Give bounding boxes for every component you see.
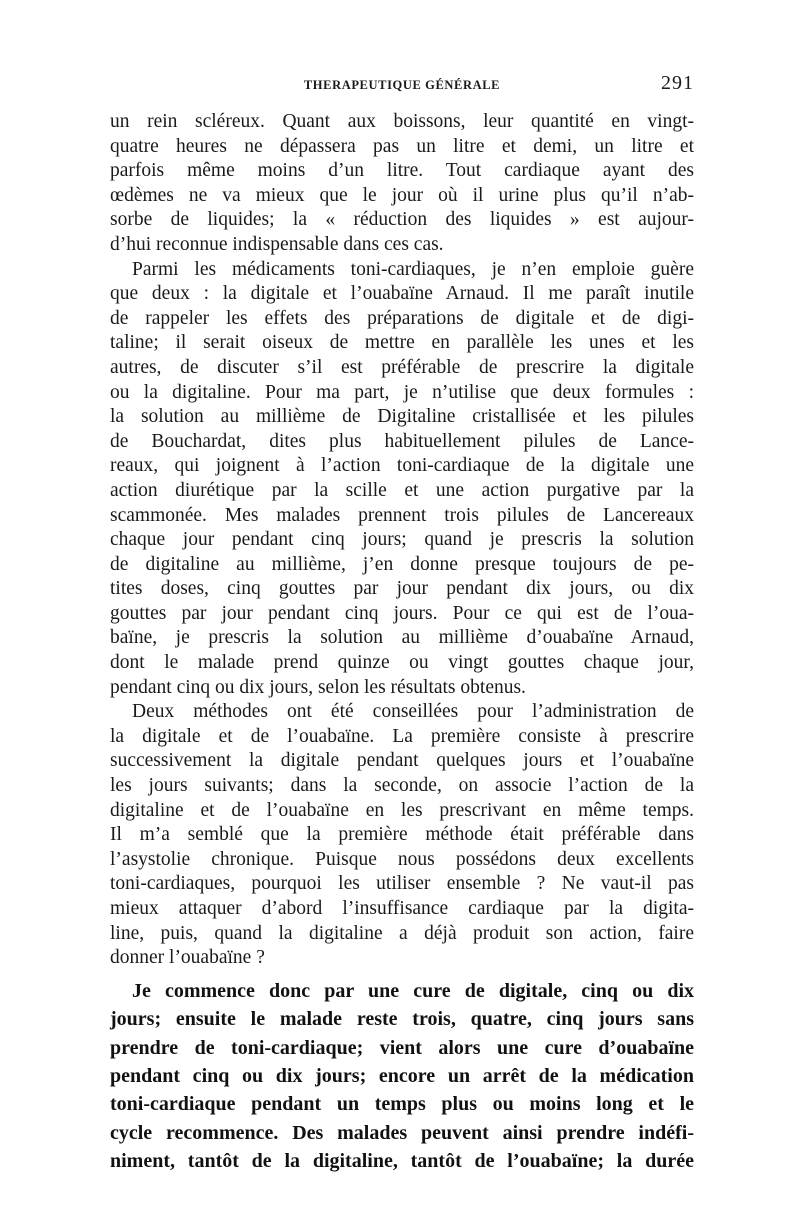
text-line: donner l’ouabaïne ?: [110, 947, 265, 969]
text-line: mieux attaquer d’abord l’insuffisance cardiaque par la digita-: [110, 898, 694, 919]
text-line: sorbe de liquides; la « réduction des liquides » est aujour-: [110, 209, 694, 231]
text-line: Deux méthodes ont été conseillées pour l’administration de: [132, 701, 694, 723]
running-title: THERAPEUTIQUE GÉNÉRALE: [303, 78, 501, 92]
text-line: reaux, qui joignent à l’action toni-cardiaque de la digitale une: [110, 455, 694, 477]
text-line: d’hui reconnue indispensable dans ces cas.: [110, 233, 444, 255]
text-line: toni-cardiaque pendant un temps plus ou moins long et le: [110, 1093, 694, 1116]
text-line: autres, de discuter s’il est préférable de prescrire la digitale: [110, 356, 694, 378]
text-line: ou la digitaline. Pour ma part, je n’utilise que deux formules :: [110, 381, 694, 403]
text-line: Je commence donc par une cure de digitale, cinq ou dix: [132, 979, 694, 1002]
text-line: que deux : la digitale et l’ouabaïne Arnaud. Il me paraît inutile: [110, 283, 694, 305]
text-line: tites doses, cinq gouttes par jour pendant dix jours, ou dix: [110, 578, 694, 600]
page-number: 291: [661, 72, 694, 94]
text-line: la digitale et de l’ouabaïne. La première consiste à prescrire: [110, 725, 694, 747]
text-line: la solution au millième de Digitaline cristallisée et les pilules: [110, 406, 694, 428]
text-line: successivement la digitale pendant quelques jours et l’ouabaïne: [110, 750, 694, 772]
text-line: quatre heures ne dépassera pas un litre et demi, un litre et: [110, 135, 694, 157]
text-line: parfois même moins d’un litre. Tout cardiaque ayant des: [110, 160, 694, 182]
text-line: de Bouchardat, dites plus habituellement pilules de Lance-: [110, 430, 694, 452]
text-line: œdèmes ne va mieux que le jour où il urine plus qu’il n’ab-: [110, 184, 694, 206]
text-line: scammonée. Mes malades prennent trois pilules de Lancereaux: [110, 504, 694, 526]
running-header: [110, 70, 694, 100]
text-line: un rein scléreux. Quant aux boissons, leur quantité en vingt-: [110, 111, 694, 132]
text-line: digitaline et de l’ouabaïne en les prescrivant en même temps.: [110, 799, 694, 821]
text-line: dont le malade prend quinze ou vingt gouttes chaque jour,: [110, 652, 694, 674]
text-line: de digitaline au millième, j’en donne presque toujours de pe-: [110, 553, 694, 575]
text-line: niment, tantôt de la digitaline, tantôt de l’ouabaïne; la durée: [110, 1150, 694, 1173]
text-line: line, puis, quand la digitaline a déjà produit son action, faire: [110, 922, 694, 944]
book-page: [110, 70, 694, 1176]
text-line: prendre de toni-cardiaque; vient alors une cure d’ouabaïne: [110, 1036, 694, 1059]
body-text: [110, 110, 694, 971]
text-line: toni-cardiaques, pourquoi les utiliser ensemble ? Ne vaut-il pas: [110, 873, 694, 895]
text-line: l’asystolie chronique. Puisque nous possédons deux excellents: [110, 848, 694, 870]
text-line: taline; il serait oiseux de mettre en parallèle les unes et les: [110, 332, 694, 354]
text-line: baïne, je prescris la solution au millième d’ouabaïne Arnaud,: [110, 627, 694, 649]
text-line: gouttes par jour pendant cinq jours. Pour ce qui est de l’oua-: [110, 602, 694, 624]
text-line: cycle recommence. Des malades peuvent ainsi prendre indéfi-: [110, 1121, 694, 1144]
text-line: pendant cinq ou dix jours; encore un arrêt de la médication: [110, 1065, 694, 1087]
text-line: les jours suivants; dans la seconde, on associe l’action de la: [110, 775, 694, 797]
text-line: chaque jour pendant cinq jours; quand je prescris la solution: [110, 529, 694, 551]
text-line: pendant cinq ou dix jours, selon les résultats obtenus.: [110, 676, 526, 698]
text-line: action diurétique par la scille et une action purgative par la: [110, 479, 694, 501]
bold-paragraph: [110, 977, 694, 1176]
text-line: Il m’a semblé que la première méthode était préférable dans: [110, 824, 694, 846]
text-line: de rappeler les effets des préparations de digitale et de digi-: [110, 307, 694, 329]
text-line: jours; ensuite le malade reste trois, quatre, cinq jours sans: [110, 1008, 694, 1031]
text-line: Parmi les médicaments toni-cardiaques, je n’en emploie guère: [132, 258, 694, 280]
